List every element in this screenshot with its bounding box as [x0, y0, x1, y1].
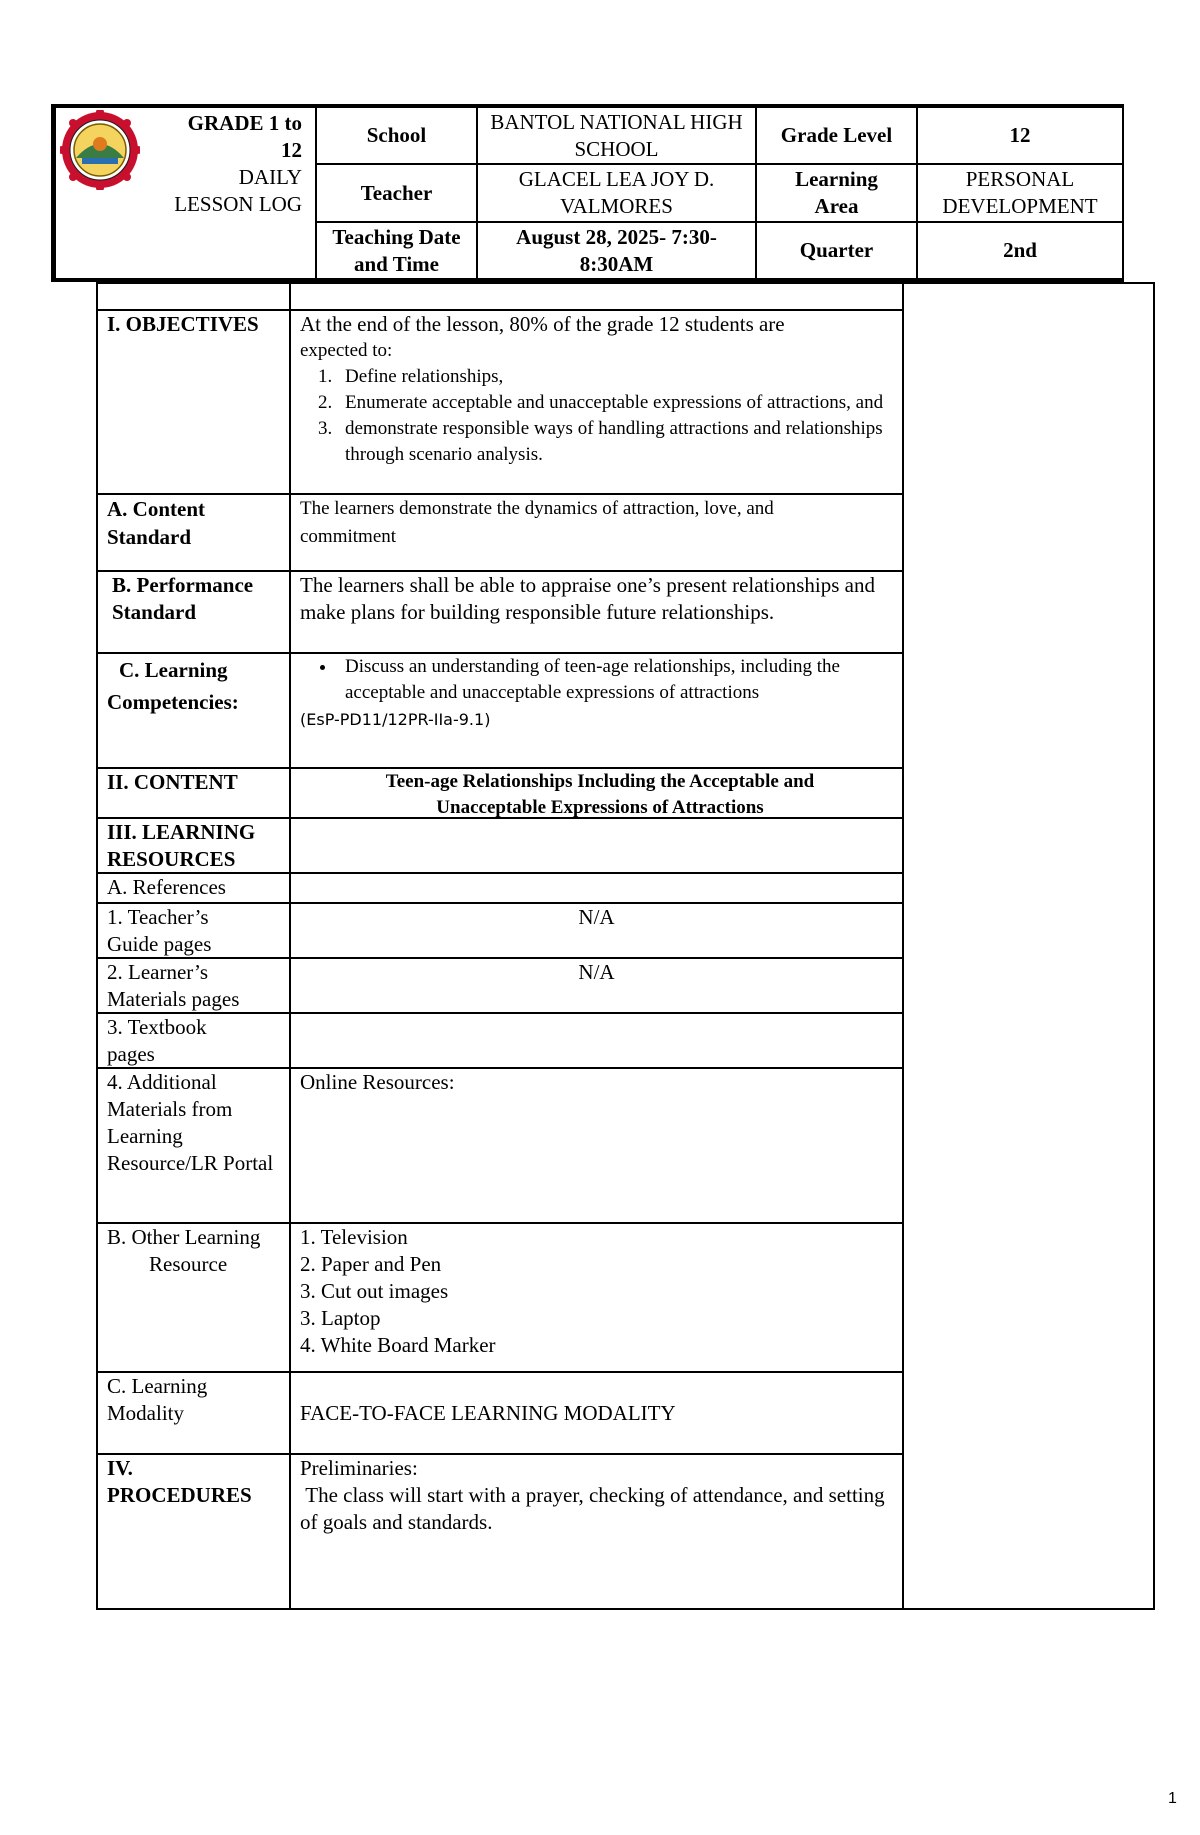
content-label: II. CONTENT: [107, 770, 238, 794]
resource-item: 1. Television: [300, 1225, 408, 1249]
objective-item: 1. Define relationships,: [337, 364, 895, 390]
school-value: BANTOL NATIONAL HIGH SCHOOL: [490, 109, 743, 161]
competency-list: [300, 654, 895, 706]
objective-item: 2. Enumerate acceptable and unacceptable expressions of attractions, and: [337, 390, 895, 416]
content-title: Teen-age Relationships Including the Acceptable and Unacceptable Expressions of Attractions: [385, 771, 815, 818]
learners-materials-label: 2. Learner’s Materials pages: [107, 960, 240, 1011]
procedures-content: [300, 1455, 895, 1536]
objectives-intro: At the end of the lesson, 80% of the grade 12 students are: [300, 312, 785, 336]
procedures-heading: Preliminaries:: [300, 1456, 418, 1480]
lesson-log-title: GRADE 1 to 12 DAILY LESSON LOG: [174, 111, 302, 216]
additional-materials-value: Online Resources:: [300, 1070, 455, 1094]
objectives-label: I. OBJECTIVES: [107, 312, 259, 336]
content-standard-text: The learners demonstrate the dynamics of attraction, love, and commitment: [300, 498, 774, 547]
other-resources-label: B. Other Learning Resource: [107, 1225, 261, 1276]
content-standard-label: A. Content Standard: [107, 497, 205, 549]
quarter-label: Quarter: [799, 238, 874, 262]
objectives-list: [300, 364, 895, 468]
resource-item: 4. White Board Marker: [300, 1333, 496, 1357]
textbook-label: 3. Textbook pages: [107, 1015, 207, 1066]
grade-level-value: 12: [1009, 123, 1031, 147]
learners-materials-value: N/A: [578, 960, 615, 984]
learning-area-value: PERSONAL DEVELOPMENT: [942, 167, 1098, 218]
competency-code: (EsP-PD11/12PR-IIa-9.1): [300, 710, 491, 729]
performance-standard-label: B. Performance Standard: [112, 573, 254, 624]
additional-materials-label: 4. Additional Materials from Learning Resource/LR Portal: [107, 1070, 274, 1175]
competencies-content: [300, 654, 895, 729]
procedures-text: The class will start with a prayer, checking of attendance, and setting of goals and standards.: [300, 1483, 890, 1534]
learning-modality-label: C. Learning Modality: [107, 1374, 208, 1425]
learning-area-label: Learning Area: [795, 167, 878, 218]
performance-standard-text: The learners shall be able to appraise one’s present relationships and make plans for building responsible future relationships.: [300, 573, 875, 624]
references-label: A. References: [107, 875, 226, 899]
teacher-label: Teacher: [360, 180, 433, 205]
resource-item: 2. Paper and Pen: [300, 1252, 442, 1276]
teacher-value: GLACEL LEA JOY D. VALMORES: [518, 167, 715, 218]
grade-level-label: Grade Level: [780, 123, 893, 147]
school-label: School: [366, 123, 427, 147]
competencies-label: C. Learning Competencies:: [107, 658, 239, 714]
resource-item: 3. Cut out images: [300, 1279, 449, 1303]
objective-item: 3. demonstrate responsible ways of handling attractions and relationships through scenario analysis.: [337, 416, 895, 468]
resource-item: 3. Laptop: [300, 1306, 381, 1330]
school-seal-logo: [60, 110, 140, 190]
date-label: Teaching Date and Time: [332, 224, 461, 276]
teachers-guide-value: N/A: [578, 905, 615, 929]
other-resources-list: [300, 1224, 496, 1359]
teachers-guide-label: 1. Teacher’s Guide pages: [107, 905, 212, 956]
procedures-label: IV. PROCEDURES: [107, 1456, 252, 1507]
objectives-intro-cont: expected to:: [300, 340, 393, 361]
learning-resources-label: III. LEARNING RESOURCES: [107, 820, 256, 871]
quarter-value: 2nd: [1003, 238, 1037, 262]
page-number: 1: [1168, 1790, 1177, 1807]
competency-item: • Discuss an understanding of teen-age relationships, including the acceptable and unacceptable expressions of attractions: [337, 654, 895, 706]
objectives-content: [300, 311, 895, 468]
date-value: August 28, 2025- 7:30-8:30AM: [516, 224, 717, 276]
learning-modality-value: FACE-TO-FACE LEARNING MODALITY: [300, 1401, 676, 1425]
